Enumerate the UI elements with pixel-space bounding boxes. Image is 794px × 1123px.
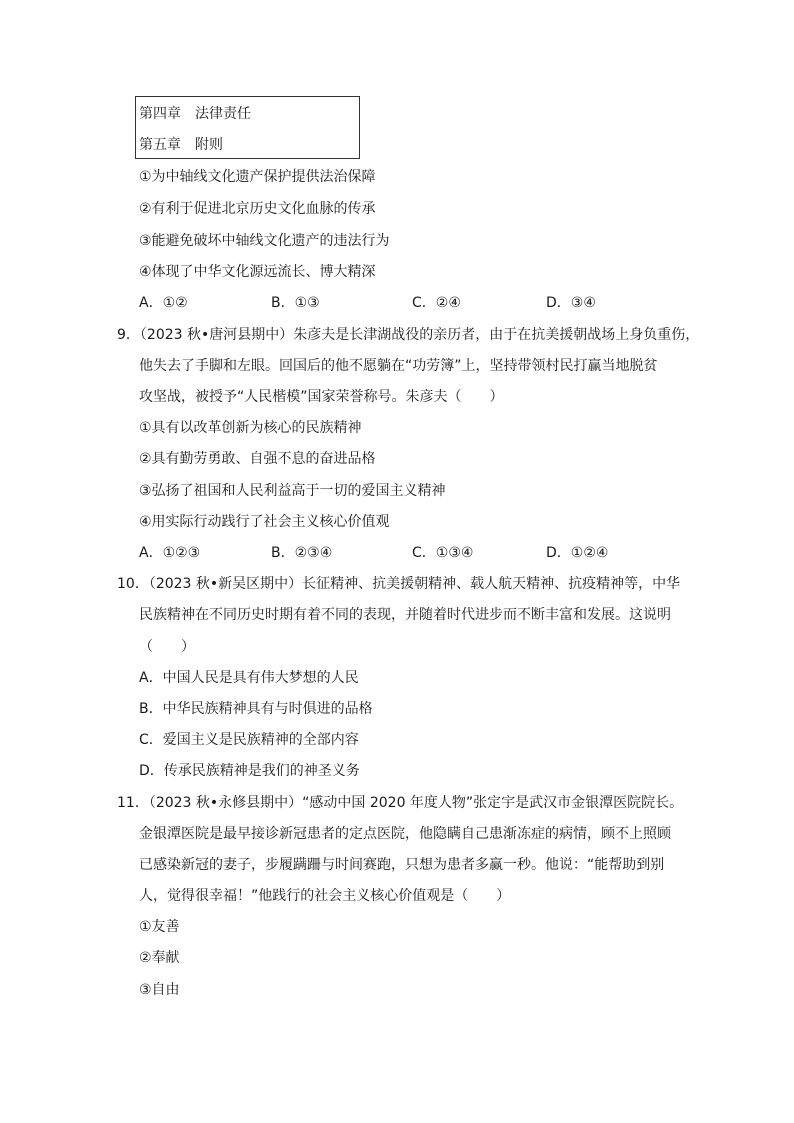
q9-statement-1: ①具有以改革创新为核心的民族精神 xyxy=(139,420,362,436)
q8-statement-2: ②有利于促进北京历史文化血脉的传承 xyxy=(139,201,376,217)
q11-stem-line-3: 已感染新冠的妻子，步履蹒跚与时间赛跑，只想为患者多赢一秒。他说：“能帮助到别 xyxy=(139,857,665,873)
q9-option-b: B．②③④ xyxy=(271,545,333,561)
q11-statement-2: ②奉献 xyxy=(139,950,180,966)
q11-statement-3: ③自由 xyxy=(139,982,180,998)
q9-option-c: C．①③④ xyxy=(412,545,474,561)
q11-statement-1: ①友善 xyxy=(139,919,180,935)
q10-option-c: C．爱国主义是民族精神的全部内容 xyxy=(139,732,359,748)
q10-option-a: A．中国人民是具有伟大梦想的人民 xyxy=(139,670,359,686)
q10-stem-line-3: （ ） xyxy=(139,639,195,655)
q10-option-b: B．中华民族精神具有与时俱进的品格 xyxy=(139,701,373,717)
q8-option-b: B．①③ xyxy=(271,295,320,311)
q8-statement-4: ④体现了中华文化源远流长、博大精深 xyxy=(139,264,376,280)
q8-option-d: D．③④ xyxy=(546,295,596,311)
q9-stem-line-2: 他失去了手脚和左眼。回国后的他不愿躺在“功劳簿”上，坚持带领村民打赢当地脱贫 xyxy=(139,358,658,374)
q9-statement-3: ③弘扬了祖国和人民利益高于一切的爱国主义精神 xyxy=(139,483,446,499)
q10-stem-line-1: 10．（2023 秋•新吴区期中）长征精神、抗美援朝精神、载人航天精神、抗疫精神等，中华 xyxy=(117,576,681,592)
q9-stem-line-1: 9．（2023 秋•唐河县期中）朱彦夫是长津湖战役的亲历者，由于在抗美援朝战场上身负重伤， xyxy=(117,327,700,343)
q11-stem-line-2: 金银潭医院是最早接诊新冠患者的定点医院，他隐瞒自己患渐冻症的病情，顾不上照顾 xyxy=(139,826,671,842)
q11-stem-line-4: 人，觉得很幸福！”他践行的社会主义核心价值观是（ ） xyxy=(139,888,511,904)
q9-statement-2: ②具有勤劳勇敢、自强不息的奋进品格 xyxy=(139,451,376,467)
q9-statement-4: ④用实际行动践行了社会主义核心价值观 xyxy=(139,514,390,530)
q9-stem-line-3: 攻坚战，被授予“人民楷模”国家荣誉称号。朱彦夫（ ） xyxy=(139,389,504,405)
q8-option-a: A．①② xyxy=(139,295,188,311)
q11-stem-line-1: 11．（2023 秋•永修县期中）“感动中国 2020 年度人物”张定宇是武汉市金银潭医院院长。 xyxy=(117,795,684,811)
q8-statement-1: ①为中轴线文化遗产保护提供法治保障 xyxy=(139,169,376,185)
q10-stem-line-2: 民族精神在不同历史时期有着不同的表现，并随着时代进步而不断丰富和发展。这说明 xyxy=(139,607,671,623)
table-row: 第五章 附则 xyxy=(139,137,223,153)
q9-option-d: D．①②④ xyxy=(546,545,609,561)
q8-option-c: C．②④ xyxy=(412,295,461,311)
table-row: 第四章 法律责任 xyxy=(139,106,251,122)
q10-option-d: D．传承民族精神是我们的神圣义务 xyxy=(139,763,360,779)
q9-option-a: A．①②③ xyxy=(139,545,201,561)
q8-statement-3: ③能避免破坏中轴线文化遗产的违法行为 xyxy=(139,233,390,249)
